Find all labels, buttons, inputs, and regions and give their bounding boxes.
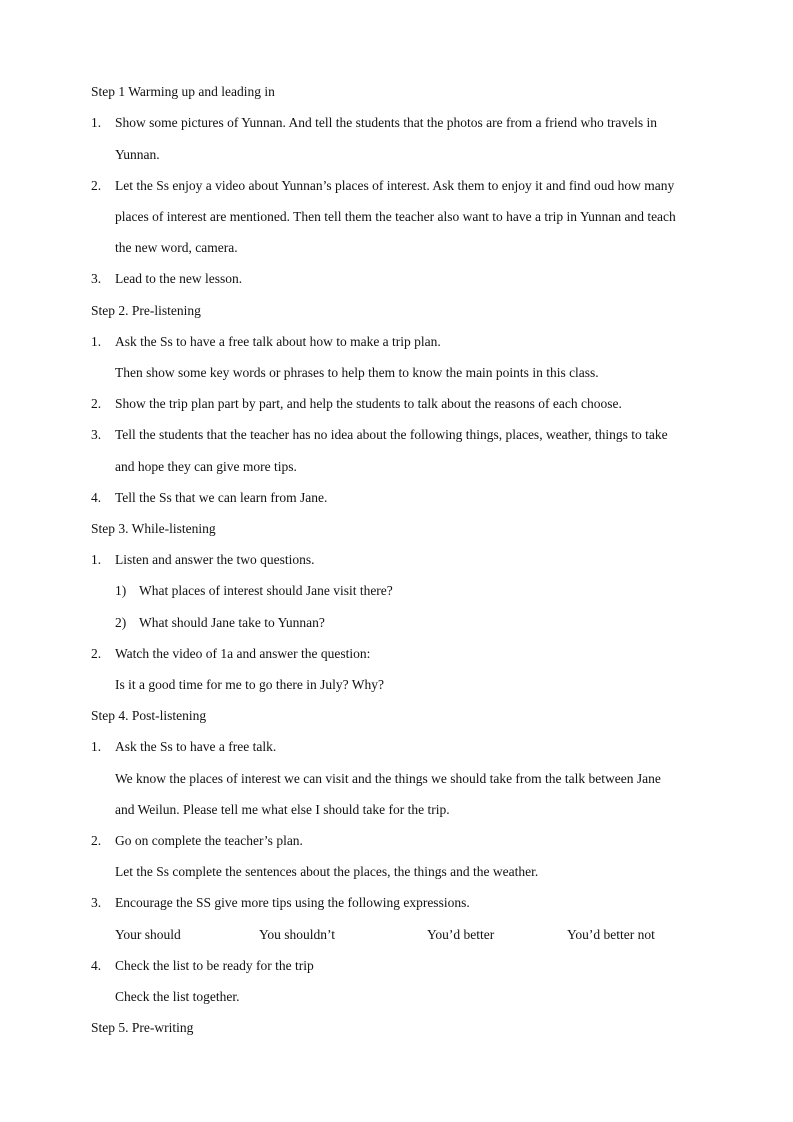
step4-item1-line3: and Weilun. Please tell me what else I should take for the trip. [115,802,450,817]
step1-item2-number: 2. [91,178,102,193]
step3-item2-number: 2. [91,646,102,661]
step4-item1-line1: Ask the Ss to have a free talk. [115,739,277,754]
step1-heading: Step 1 Warming up and leading in [91,84,275,99]
step2-item3-number: 3. [91,427,102,442]
step3-item1-number: 1. [91,552,102,567]
expression-youd-better: You’d better [427,927,495,942]
step1-item1-line1: Show some pictures of Yunnan. And tell the students that the photos are from a friend who travels in [115,115,658,130]
step3-item1-text: Listen and answer the two questions. [115,552,315,567]
step4-item1-line2: We know the places of interest we can visit and the things we should take from the talk between Jane [115,771,661,786]
step2-item4-line1: Tell the Ss that we can learn from Jane. [115,490,328,505]
step2-item3-line1: Tell the students that the teacher has no idea about the following things, places, weather, things to take [115,427,668,442]
step2-item3-line2: and hope they can give more tips. [115,459,297,474]
step4-item4-line2: Check the list together. [115,989,240,1004]
step4-item1-number: 1. [91,739,102,754]
step2-item4-number: 4. [91,490,102,505]
step3-heading: Step 3. While-listening [91,521,216,536]
step4-item3-number: 3. [91,895,102,910]
step5-heading: Step 5. Pre-writing [91,1020,194,1035]
step2-heading: Step 2. Pre-listening [91,303,201,318]
step1-item2-line2: places of interest are mentioned. Then tell them the teacher also want to have a trip in Yunnan and teach [115,209,676,224]
step2-item1-line2: Then show some key words or phrases to help them to know the main points in this class. [115,365,599,380]
step2-item2-line1: Show the trip plan part by part, and help the students to talk about the reasons of each choose. [115,396,622,411]
step3-question1-number: 1) [115,583,127,598]
step3-question2-text: What should Jane take to Yunnan? [139,615,325,630]
step4-item4-number: 4. [91,958,102,973]
step1-item3-number: 3. [91,271,102,286]
step2-item1-number: 1. [91,334,102,349]
step2-item2-number: 2. [91,396,102,411]
step4-item2-line1: Go on complete the teacher’s plan. [115,833,303,848]
step4-heading: Step 4. Post-listening [91,708,207,723]
step3-question2-number: 2) [115,615,127,630]
step1-item1-number: 1. [91,115,102,130]
step4-item2-line2: Let the Ss complete the sentences about the places, the things and the weather. [115,864,539,879]
step1-item2-line1: Let the Ss enjoy a video about Yunnan’s places of interest. Ask them to enjoy it and find oud how many [115,178,675,193]
step3-item2-line1: Watch the video of 1a and answer the question: [115,646,371,661]
step3-question1-text: What places of interest should Jane visit there? [139,583,393,598]
step4-item4-line1: Check the list to be ready for the trip [115,958,314,973]
expression-youd-better-not: You’d better not [567,927,655,942]
step2-item1-line1: Ask the Ss to have a free talk about how to make a trip plan. [115,334,441,349]
step1-item1-line2: Yunnan. [115,147,160,162]
step4-item2-number: 2. [91,833,102,848]
step1-item2-line3: the new word, camera. [115,240,238,255]
step1-item3-line1: Lead to the new lesson. [115,271,243,286]
step3-item2-line2: Is it a good time for me to go there in July? Why? [115,677,384,692]
step4-item3-text: Encourage the SS give more tips using the following expressions. [115,895,470,910]
expression-your-should: Your should [115,927,181,942]
expression-you-shouldnt: You shouldn’t [259,927,336,942]
